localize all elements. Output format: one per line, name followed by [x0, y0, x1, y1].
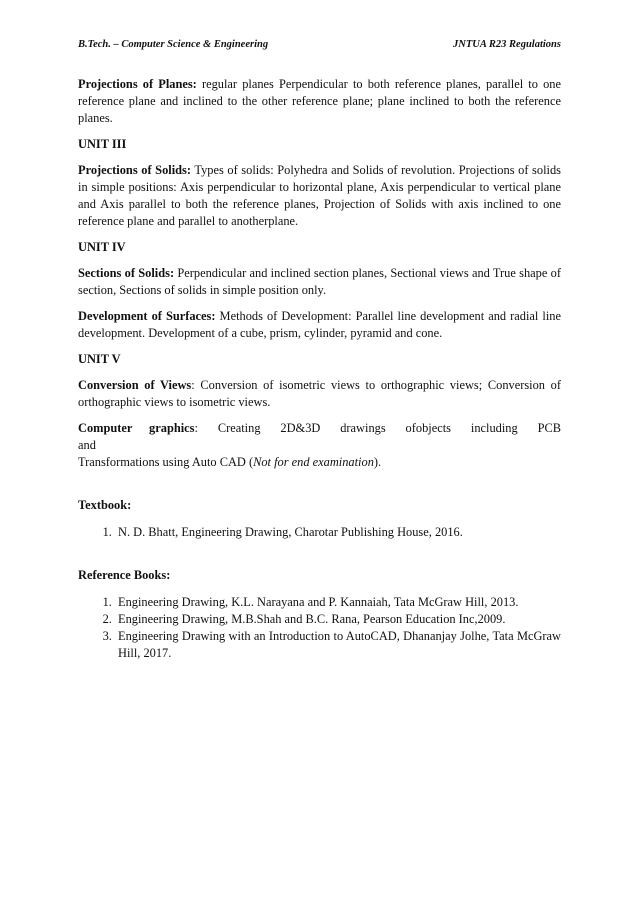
text-projections-of-planes: regular planes Perpendicular to both reference planes, parallel to one reference plane and inclined to the other reference plane; plane inclined to both the reference planes. [78, 77, 561, 125]
paragraph-computer-graphics-cont [78, 454, 561, 471]
paragraph-computer-graphics [78, 420, 561, 454]
list-item: 1. Engineering Drawing, K.L. Narayana and P. Kannaiah, Tata McGraw Hill, 2013. [115, 594, 561, 611]
paragraph-development-of-surfaces [78, 308, 561, 342]
lead-projections-of-solids: Projections of Solids: [78, 163, 191, 177]
syllabus-content [78, 76, 561, 662]
text-not-for-end-exam: Not for end examination [253, 455, 374, 469]
text-computer-graphics-line1: : Creating 2D&3D drawings ofobjects including PCB and [78, 421, 562, 452]
paragraph-projections-of-planes [78, 76, 561, 127]
header-regulation: JNTUA R23 Regulations [453, 39, 561, 50]
unit-heading-4: UNIT IV [78, 240, 126, 254]
list-item: 3. Engineering Drawing with an Introduction to AutoCAD, Dhananjay Jolhe, Tata McGraw Hill, 2017. [115, 628, 561, 662]
text-sections-of-solids: Perpendicular and inclined section planes, Sectional views and True shape of section, Sections of solids in simple position only. [78, 266, 561, 297]
paragraph-conversion-of-views [78, 377, 561, 411]
header-program: B.Tech. – Computer Science & Engineering [78, 39, 269, 50]
text-projections-of-solids: Types of solids: Polyhedra and Solids of revolution. Projections of solids in simple positions: Axis perpendicular to horizontal plane, Axis perpendicular to vertical plane and Axis parallel to both the reference planes, Projection of Solids with axis inclined to one reference plane and parallel to anotherplane. [78, 163, 561, 228]
page-header [78, 39, 561, 50]
text-development-of-surfaces: Methods of Development: Parallel line development and radial line development. Development of a cube, prism, cylinder, pyramid and cone. [78, 309, 562, 340]
reference-books-list [78, 594, 561, 662]
textbook-heading: Textbook: [78, 498, 132, 512]
list-item: 2. Engineering Drawing, M.B.Shah and B.C. Rana, Pearson Education Inc,2009. [115, 611, 561, 628]
reference-books-heading: Reference Books: [78, 568, 171, 582]
text-computer-graphics-end: ). [373, 455, 382, 469]
lead-development-of-surfaces: Development of Surfaces: [78, 309, 216, 323]
paragraph-sections-of-solids [78, 265, 561, 299]
lead-computer-graphics: Computer graphics [78, 421, 195, 435]
text-computer-graphics-line2: Transformations using Auto CAD ( [78, 455, 254, 469]
text-conversion-of-views: : Conversion of isometric views to orthographic views; Conversion of orthographic views to isometric views. [78, 378, 561, 409]
lead-conversion-of-views: Conversion of Views [78, 378, 192, 392]
paragraph-projections-of-solids [78, 162, 561, 230]
unit-heading-3: UNIT III [78, 137, 127, 151]
unit-heading-5: UNIT V [78, 352, 121, 366]
lead-projections-of-planes: Projections of Planes: [78, 77, 197, 91]
textbook-list [78, 524, 561, 541]
lead-sections-of-solids: Sections of Solids: [78, 266, 175, 280]
list-item: 1. N. D. Bhatt, Engineering Drawing, Charotar Publishing House, 2016. [115, 524, 561, 541]
